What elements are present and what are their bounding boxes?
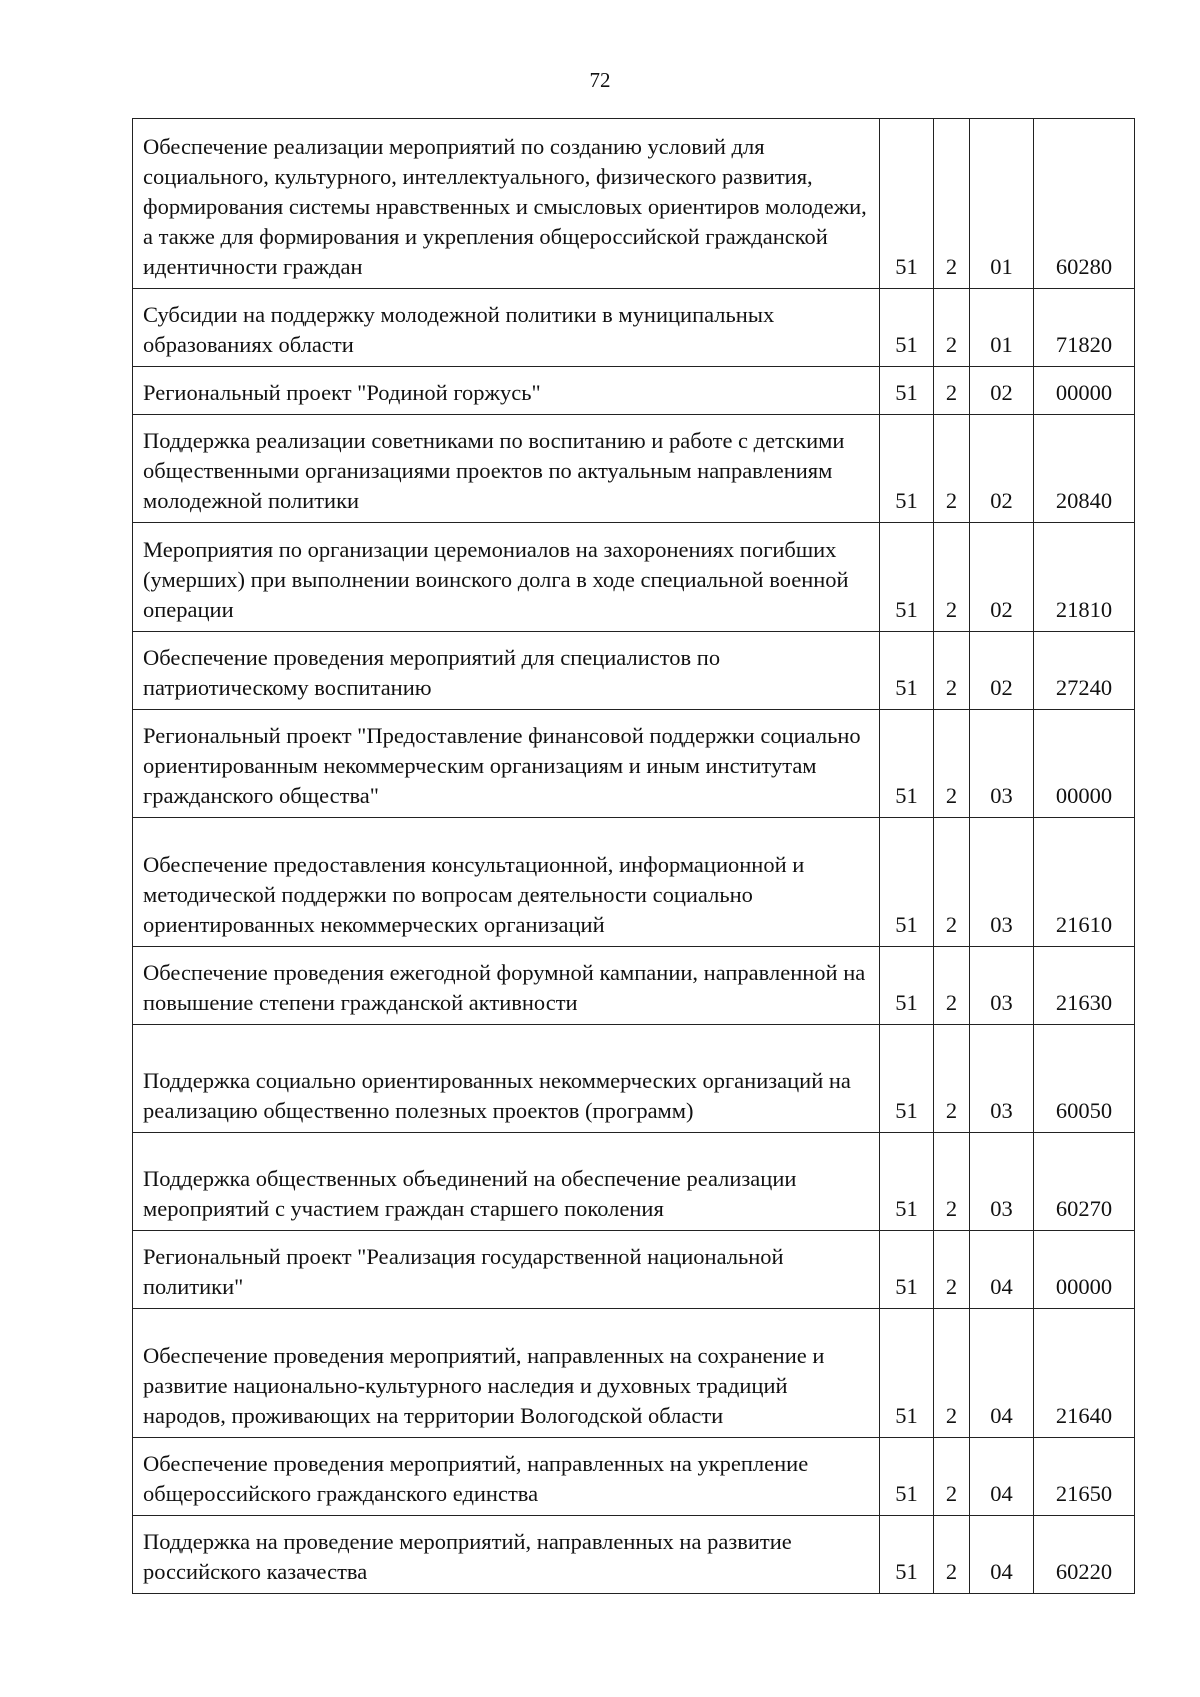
code-project: 03 — [970, 710, 1034, 818]
code-project: 02 — [970, 632, 1034, 710]
code-subprogram: 2 — [934, 710, 970, 818]
code-subprogram: 2 — [934, 947, 970, 1025]
code-direction: 00000 — [1034, 710, 1135, 818]
table-row — [133, 367, 1135, 415]
table-row — [133, 947, 1135, 1025]
row-name: Обеспечение проведения мероприятий, направленных на сохранение и развитие национально-культурного наследия и духовных традиций народов, проживающих на территории Вологодской области — [133, 1309, 880, 1438]
code-project: 04 — [970, 1516, 1034, 1594]
code-program: 51 — [880, 1231, 934, 1309]
code-subprogram: 2 — [934, 1309, 970, 1438]
code-program: 51 — [880, 119, 934, 289]
code-direction: 21640 — [1034, 1309, 1135, 1438]
code-project: 04 — [970, 1438, 1034, 1516]
row-name: Субсидии на поддержку молодежной политики в муниципальных образованиях области — [133, 289, 880, 367]
code-project: 01 — [970, 289, 1034, 367]
code-direction: 60050 — [1034, 1025, 1135, 1133]
code-program: 51 — [880, 947, 934, 1025]
code-direction: 27240 — [1034, 632, 1135, 710]
code-program: 51 — [880, 818, 934, 947]
code-program: 51 — [880, 415, 934, 523]
code-subprogram: 2 — [934, 1438, 970, 1516]
page-number: 72 — [589, 68, 611, 92]
table-row — [133, 415, 1135, 523]
code-subprogram: 2 — [934, 523, 970, 632]
code-subprogram: 2 — [934, 289, 970, 367]
code-direction: 60220 — [1034, 1516, 1135, 1594]
code-project: 02 — [970, 367, 1034, 415]
code-subprogram: 2 — [934, 119, 970, 289]
code-direction: 71820 — [1034, 289, 1135, 367]
code-direction: 00000 — [1034, 1231, 1135, 1309]
code-subprogram: 2 — [934, 818, 970, 947]
code-direction: 20840 — [1034, 415, 1135, 523]
row-name: Поддержка на проведение мероприятий, направленных на развитие российского казачества — [133, 1516, 880, 1594]
table-row — [133, 1133, 1135, 1231]
code-subprogram: 2 — [934, 1025, 970, 1133]
table-row — [133, 818, 1135, 947]
code-project: 02 — [970, 415, 1034, 523]
row-name: Обеспечение предоставления консультационной, информационной и методической поддержки по вопросам деятельности социально ориентированных некоммерческих организаций — [133, 818, 880, 947]
table-row — [133, 710, 1135, 818]
code-direction: 21650 — [1034, 1438, 1135, 1516]
code-subprogram: 2 — [934, 1231, 970, 1309]
code-project: 04 — [970, 1231, 1034, 1309]
code-program: 51 — [880, 1309, 934, 1438]
code-project: 03 — [970, 1133, 1034, 1231]
code-direction: 60280 — [1034, 119, 1135, 289]
table-row — [133, 1231, 1135, 1309]
code-program: 51 — [880, 710, 934, 818]
code-project: 02 — [970, 523, 1034, 632]
code-subprogram: 2 — [934, 1516, 970, 1594]
row-name: Поддержка реализации советниками по воспитанию и работе с детскими общественными организациями проектов по актуальным направлениям молодежной политики — [133, 415, 880, 523]
code-program: 51 — [880, 1438, 934, 1516]
table-row — [133, 1025, 1135, 1133]
code-direction: 21810 — [1034, 523, 1135, 632]
table-row — [133, 119, 1135, 289]
code-program: 51 — [880, 1025, 934, 1133]
row-name: Поддержка социально ориентированных некоммерческих организаций на реализацию общественно полезных проектов (программ) — [133, 1025, 880, 1133]
row-name: Региональный проект "Реализация государственной национальной политики" — [133, 1231, 880, 1309]
code-program: 51 — [880, 367, 934, 415]
row-name: Мероприятия по организации церемониалов на захоронениях погибших (умерших) при выполнении воинского долга в ходе специальной военной операции — [133, 523, 880, 632]
budget-classification-table — [132, 118, 1135, 1594]
code-subprogram: 2 — [934, 415, 970, 523]
table-row — [133, 523, 1135, 632]
code-program: 51 — [880, 1133, 934, 1231]
table-row — [133, 289, 1135, 367]
row-name: Обеспечение проведения ежегодной форумной кампании, направленной на повышение степени гражданской активности — [133, 947, 880, 1025]
row-name: Обеспечение реализации мероприятий по созданию условий для социального, культурного, интеллектуального, физического развития, формирования системы нравственных и смысловых ориентиров молодежи, а также для формирования и укрепления общероссийской гражданской идентичности граждан — [133, 119, 880, 289]
code-project: 03 — [970, 947, 1034, 1025]
code-program: 51 — [880, 289, 934, 367]
table-row — [133, 1516, 1135, 1594]
code-direction: 21610 — [1034, 818, 1135, 947]
table-row — [133, 1309, 1135, 1438]
code-subprogram: 2 — [934, 1133, 970, 1231]
code-project: 01 — [970, 119, 1034, 289]
row-name: Обеспечение проведения мероприятий, направленных на укрепление общероссийского гражданского единства — [133, 1438, 880, 1516]
row-name: Региональный проект "Родиной горжусь" — [133, 367, 880, 415]
code-project: 03 — [970, 818, 1034, 947]
code-program: 51 — [880, 632, 934, 710]
row-name: Региональный проект "Предоставление финансовой поддержки социально ориентированным некоммерческим организациям и иным институтам гражданского общества" — [133, 710, 880, 818]
row-name: Поддержка общественных объединений на обеспечение реализации мероприятий с участием граждан старшего поколения — [133, 1133, 880, 1231]
table-row — [133, 1438, 1135, 1516]
code-subprogram: 2 — [934, 367, 970, 415]
code-direction: 60270 — [1034, 1133, 1135, 1231]
code-project: 03 — [970, 1025, 1034, 1133]
code-direction: 00000 — [1034, 367, 1135, 415]
code-project: 04 — [970, 1309, 1034, 1438]
code-subprogram: 2 — [934, 632, 970, 710]
row-name: Обеспечение проведения мероприятий для специалистов по патриотическому воспитанию — [133, 632, 880, 710]
code-program: 51 — [880, 1516, 934, 1594]
table-row — [133, 632, 1135, 710]
code-program: 51 — [880, 523, 934, 632]
code-direction: 21630 — [1034, 947, 1135, 1025]
